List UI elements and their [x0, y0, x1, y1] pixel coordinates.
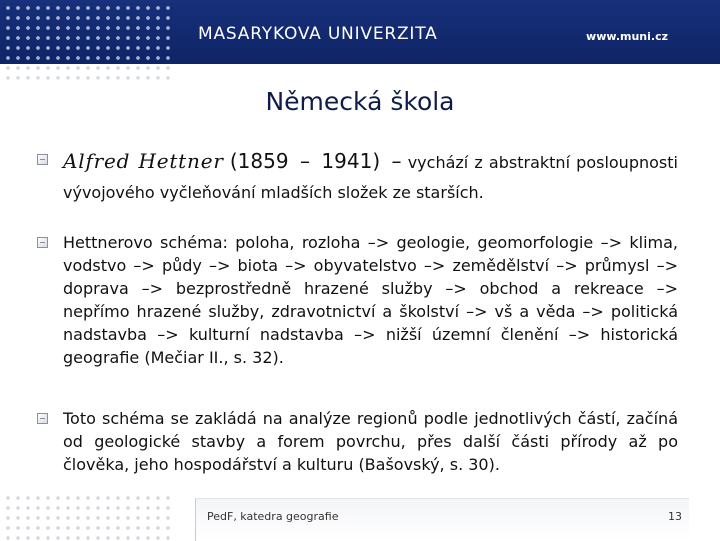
- bullet-icon: [37, 413, 48, 424]
- university-url: www.muni.cz: [586, 30, 668, 43]
- university-name: MASARYKOVA UNIVERZITA: [198, 24, 438, 44]
- bullet-hettner-name: Alfred Hettner: [63, 149, 224, 173]
- bullet-hettner-text: vychází z abstraktní posloupnosti vývojového vyčleňování mladších složek ze starších.: [63, 153, 678, 202]
- header-bar: [0, 0, 720, 64]
- slide-title: Německá škola: [265, 87, 455, 116]
- bullet-icon: [37, 237, 48, 248]
- page-number: 13: [668, 510, 682, 523]
- bullet-schema: Hettnerovo schéma: poloha, rozloha –> geologie, geomorfologie –> klima, vodstvo –> půdy –> biota –> obyvatelstvo –> zemědělství –> průmysl –> doprava –> bezprostředně hrazené služby –> obchod a rekreace –> nepřímo hrazené služby, zdravotnictví a školství –> vš a věda –> politická nadstavba –> kulturní nadstavba –> nižší územní členění –> historická geografie (Mečiar II., s. 32).: [63, 233, 678, 367]
- bullet-hettner: [63, 146, 678, 208]
- bullet-analysis: Toto schéma se zakládá na analýze regionů podle jednotlivých částí, začíná od geologické stavby a forem povrchu, přes další části přírody až po člověka, jeho hospodářství a kulturu (Bašovský, s. 30).: [63, 409, 678, 474]
- footer-department: PedF, katedra geografie: [207, 510, 339, 523]
- header-dot-pattern-lower: [0, 64, 175, 80]
- bullet-icon: [37, 154, 48, 165]
- bullet-hettner-years: (1859 – 1941) –: [229, 149, 402, 173]
- footer-dot-pattern: [0, 490, 175, 540]
